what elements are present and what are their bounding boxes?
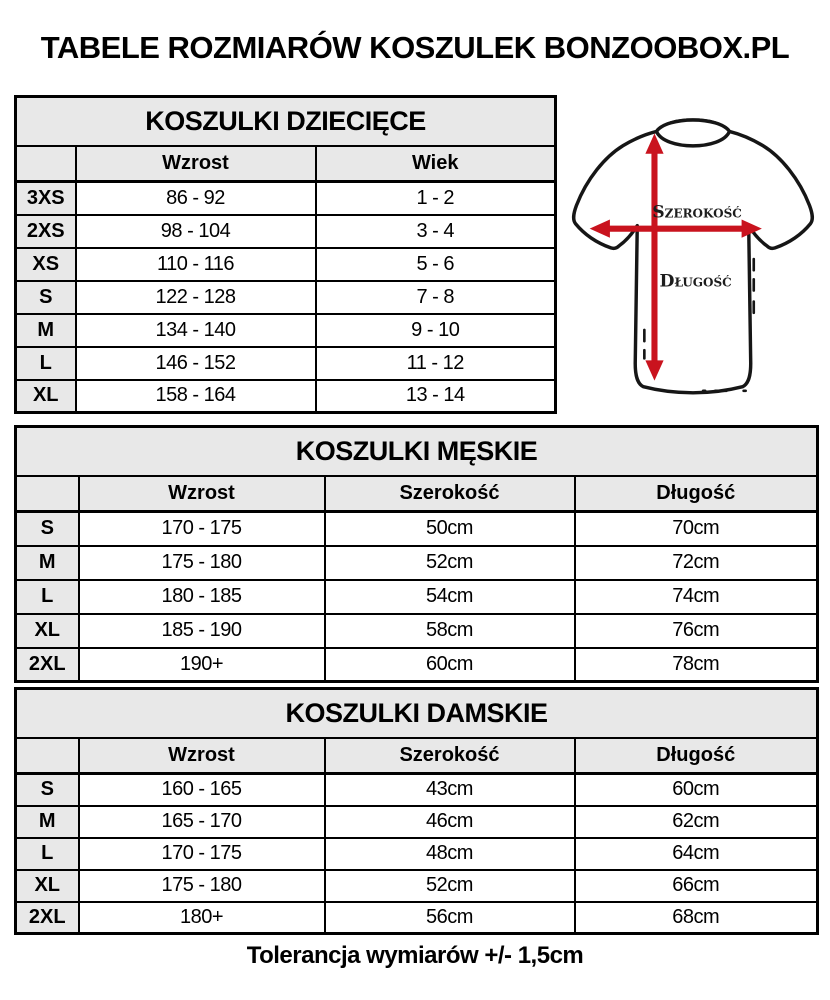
value-cell: 43cm <box>325 774 575 806</box>
value-cell: 52cm <box>325 870 575 902</box>
value-cell: 160 - 165 <box>79 774 325 806</box>
value-cell: 52cm <box>325 546 575 580</box>
table-row <box>16 870 818 902</box>
corner-cell <box>16 146 76 182</box>
value-cell: 170 - 175 <box>79 838 325 870</box>
value-cell: 64cm <box>575 838 818 870</box>
table-title-row <box>16 97 556 146</box>
size-label-cell: L <box>16 838 79 870</box>
value-cell: 68cm <box>575 902 818 934</box>
value-cell: 110 - 116 <box>76 248 316 281</box>
value-cell: 158 - 164 <box>76 380 316 413</box>
table-header-row <box>16 476 818 512</box>
womens-size-table <box>14 687 819 935</box>
value-cell: 74cm <box>575 580 818 614</box>
table-row <box>16 806 818 838</box>
tshirt-collar <box>657 120 730 146</box>
value-cell: 175 - 180 <box>79 870 325 902</box>
table-row <box>16 546 818 580</box>
column-header: Długość <box>575 738 818 774</box>
column-header: Wzrost <box>79 476 325 512</box>
table-header-row <box>16 146 556 182</box>
kids-size-table <box>14 95 557 414</box>
value-cell: 54cm <box>325 580 575 614</box>
size-label-cell: S <box>16 774 79 806</box>
value-cell: 66cm <box>575 870 818 902</box>
size-label-cell: 2XS <box>16 215 76 248</box>
size-label-cell: 3XS <box>16 182 76 215</box>
tolerance-note: Tolerancja wymiarów +/- 1,5cm <box>246 942 584 969</box>
value-cell: 1 - 2 <box>316 182 556 215</box>
table-row <box>16 774 818 806</box>
length-label: Długość <box>659 271 732 292</box>
table-title-row <box>16 689 818 738</box>
value-cell: 9 - 10 <box>316 314 556 347</box>
corner-cell <box>16 476 79 512</box>
width-label: Szerokość <box>652 202 742 223</box>
value-cell: 122 - 128 <box>76 281 316 314</box>
table-title: KOSZULKI DAMSKIE <box>16 689 818 738</box>
table-row <box>16 215 556 248</box>
value-cell: 11 - 12 <box>316 347 556 380</box>
corner-cell <box>16 738 79 774</box>
value-cell: 76cm <box>575 614 818 648</box>
column-header: Wzrost <box>76 146 316 182</box>
value-cell: 70cm <box>575 512 818 546</box>
page-title: TABELE ROZMIARÓW KOSZULEK BONZOOBOX.PL <box>40 30 790 65</box>
value-cell: 78cm <box>575 648 818 682</box>
size-label-cell: M <box>16 546 79 580</box>
value-cell: 146 - 152 <box>76 347 316 380</box>
size-label-cell: L <box>16 580 79 614</box>
value-cell: 3 - 4 <box>316 215 556 248</box>
table-row <box>16 838 818 870</box>
value-cell: 5 - 6 <box>316 248 556 281</box>
table-row <box>16 902 818 934</box>
table-row <box>16 248 556 281</box>
tshirt-body-outline <box>574 120 813 393</box>
value-cell: 134 - 140 <box>76 314 316 347</box>
table-row <box>16 314 556 347</box>
value-cell: 62cm <box>575 806 818 838</box>
table-row <box>16 614 818 648</box>
table-row <box>16 380 556 413</box>
value-cell: 175 - 180 <box>79 546 325 580</box>
column-header: Szerokość <box>325 738 575 774</box>
table-title: KOSZULKI MĘSKIE <box>16 427 818 476</box>
column-header: Wiek <box>316 146 556 182</box>
size-label-cell: XL <box>16 614 79 648</box>
column-header: Szerokość <box>325 476 575 512</box>
value-cell: 86 - 92 <box>76 182 316 215</box>
table-header-row <box>16 738 818 774</box>
column-header: Wzrost <box>79 738 325 774</box>
size-label-cell: XL <box>16 870 79 902</box>
value-cell: 98 - 104 <box>76 215 316 248</box>
column-header: Długość <box>575 476 818 512</box>
size-label-cell: XL <box>16 380 76 413</box>
value-cell: 165 - 170 <box>79 806 325 838</box>
size-label-cell: 2XL <box>16 902 79 934</box>
value-cell: 50cm <box>325 512 575 546</box>
size-label-cell: M <box>16 806 79 838</box>
mens-size-table <box>14 425 819 683</box>
value-cell: 180 - 185 <box>79 580 325 614</box>
size-label-cell: S <box>16 281 76 314</box>
value-cell: 170 - 175 <box>79 512 325 546</box>
value-cell: 58cm <box>325 614 575 648</box>
size-label-cell: S <box>16 512 79 546</box>
table-row <box>16 580 818 614</box>
value-cell: 60cm <box>575 774 818 806</box>
value-cell: 56cm <box>325 902 575 934</box>
tshirt-illustration <box>561 99 829 409</box>
value-cell: 60cm <box>325 648 575 682</box>
value-cell: 180+ <box>79 902 325 934</box>
size-label-cell: XS <box>16 248 76 281</box>
value-cell: 190+ <box>79 648 325 682</box>
value-cell: 48cm <box>325 838 575 870</box>
value-cell: 7 - 8 <box>316 281 556 314</box>
value-cell: 13 - 14 <box>316 380 556 413</box>
size-label-cell: 2XL <box>16 648 79 682</box>
table-row <box>16 182 556 215</box>
tshirt-diagram <box>561 99 829 409</box>
table-row <box>16 281 556 314</box>
table-row <box>16 648 818 682</box>
table-title-row <box>16 427 818 476</box>
table-title: KOSZULKI DZIECIĘCE <box>16 97 556 146</box>
value-cell: 72cm <box>575 546 818 580</box>
table-row <box>16 512 818 546</box>
value-cell: 46cm <box>325 806 575 838</box>
size-label-cell: M <box>16 314 76 347</box>
table-row <box>16 347 556 380</box>
value-cell: 185 - 190 <box>79 614 325 648</box>
size-label-cell: L <box>16 347 76 380</box>
